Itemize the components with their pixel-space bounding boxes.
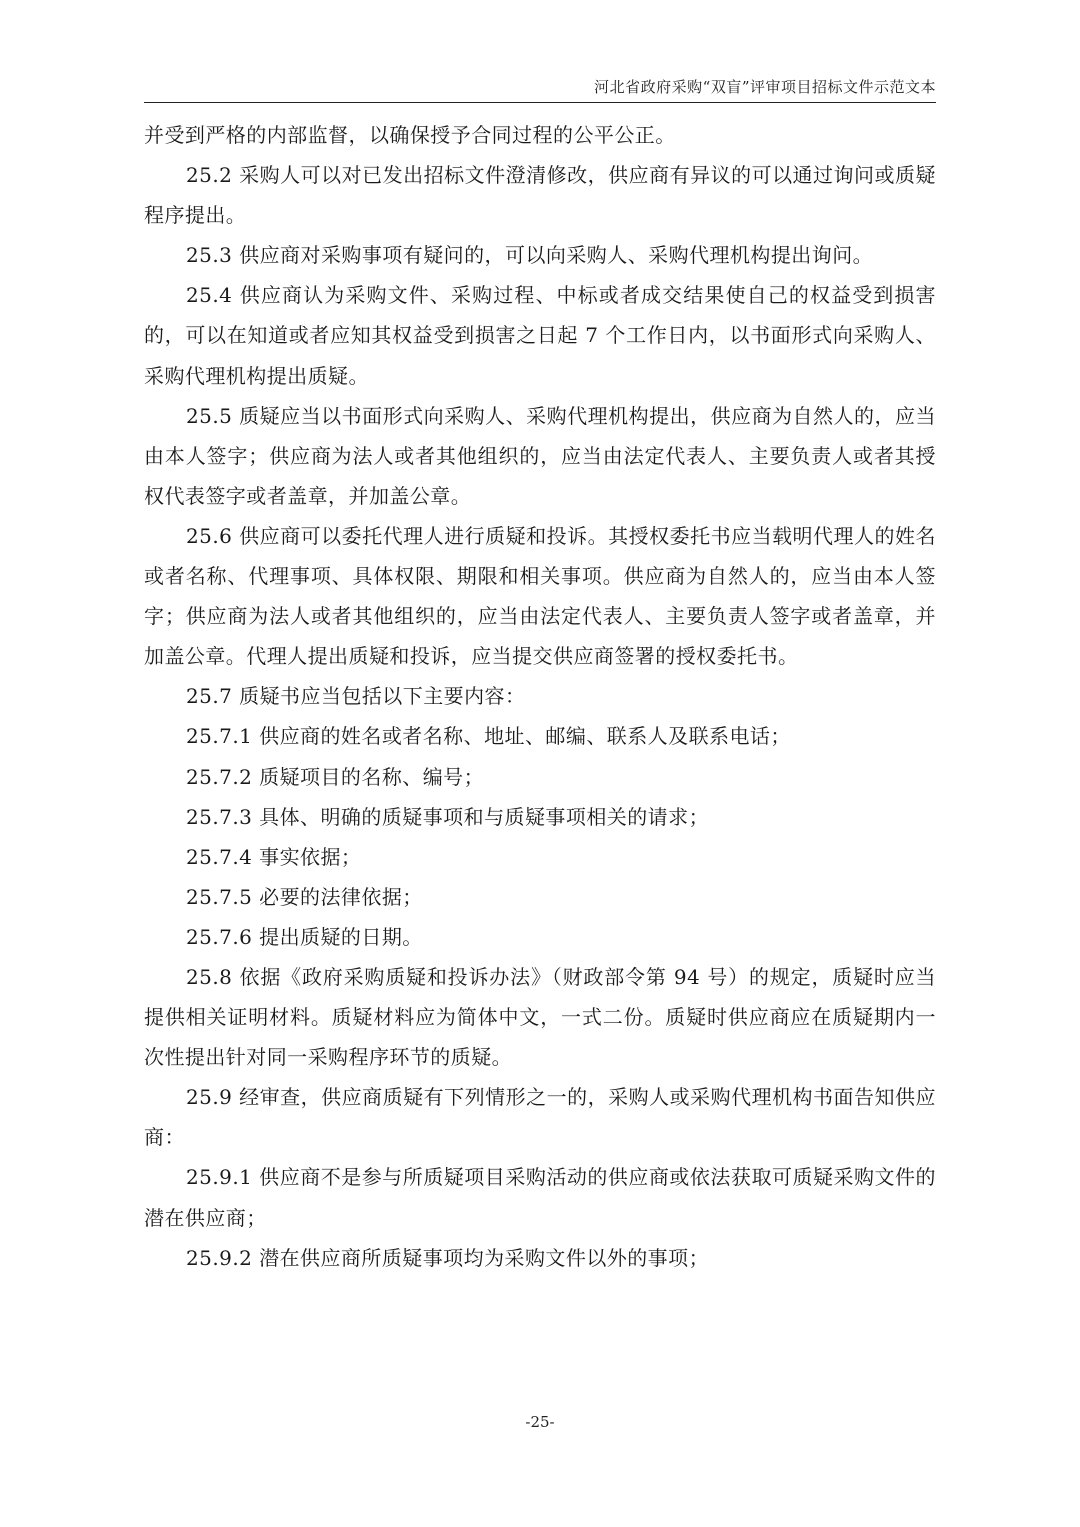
document-body bbox=[144, 115, 936, 1278]
clause-25-9-1: 25.9.1 供应商不是参与所质疑项目采购活动的供应商或依法获取可质疑采购文件的潜在供应商； bbox=[144, 1165, 936, 1230]
clause-25-7-5: 25.7.5 必要的法律依据； bbox=[186, 884, 423, 909]
clause-25-7-3: 25.7.3 具体、明确的质疑事项和与质疑事项相关的请求； bbox=[186, 804, 710, 829]
clause-25-5: 25.5 质疑应当以书面形式向采购人、采购代理机构提出，供应商为自然人的，应当由本人签字；供应商为法人或者其他组织的，应当由法定代表人、主要负责人或者其授权代表签字或者盖章，并加盖公章。 bbox=[144, 403, 936, 508]
clause-25-7-2: 25.7.2 质疑项目的名称、编号； bbox=[186, 764, 485, 789]
paragraph: 并受到严格的内部监督，以确保授予合同过程的公平公正。 bbox=[144, 123, 676, 147]
clause-25-7-6: 25.7.6 提出质疑的日期。 bbox=[186, 924, 423, 949]
clause-25-9: 25.9 经审查，供应商质疑有下列情形之一的，采购人或采购代理机构书面告知供应商： bbox=[144, 1085, 936, 1150]
page-header bbox=[144, 76, 936, 103]
clause-25-4: 25.4 供应商认为采购文件、采购过程、中标或者成交结果使自己的权益受到损害的，可以在知道或者应知其权益受到损害之日起 7 个工作日内，以书面形式向采购人、采购代理机构提出质疑。 bbox=[144, 283, 936, 388]
clause-25-7-1: 25.7.1 供应商的姓名或者名称、地址、邮编、联系人及联系电话； bbox=[186, 724, 791, 749]
clause-25-7: 25.7 质疑书应当包括以下主要内容： bbox=[186, 684, 526, 709]
header-title: 河北省政府采购“双盲”评审项目招标文件示范文本 bbox=[594, 78, 936, 96]
page-number: -25- bbox=[525, 1413, 555, 1431]
clause-25-9-2: 25.9.2 潜在供应商所质疑事项均为采购文件以外的事项； bbox=[186, 1245, 710, 1270]
clause-25-6: 25.6 供应商可以委托代理人进行质疑和投诉。其授权委托书应当载明代理人的姓名或者名称、代理事项、具体权限、期限和相关事项。供应商为自然人的，应当由本人签字；供应商为法人或者其他组织的，应当由法定代表人、主要负责人签字或者盖章，并加盖公章。代理人提出质疑和投诉，应当提交供应商签署的授权委托书。 bbox=[144, 523, 936, 669]
clause-25-3: 25.3 供应商对采购事项有疑问的，可以向采购人、采购代理机构提出询问。 bbox=[186, 243, 874, 268]
clause-25-7-4: 25.7.4 事实依据； bbox=[186, 844, 362, 869]
clause-25-8: 25.8 依据《政府采购质疑和投诉办法》（财政部令第 94 号）的规定，质疑时应当提供相关证明材料。质疑材料应为简体中文，一式二份。质疑时供应商应在质疑期内一次性提出针对同一采购程序环节的质疑。 bbox=[144, 964, 936, 1070]
clause-25-2: 25.2 采购人可以对已发出招标文件澄清修改，供应商有异议的可以通过询问或质疑程序提出。 bbox=[144, 163, 936, 228]
